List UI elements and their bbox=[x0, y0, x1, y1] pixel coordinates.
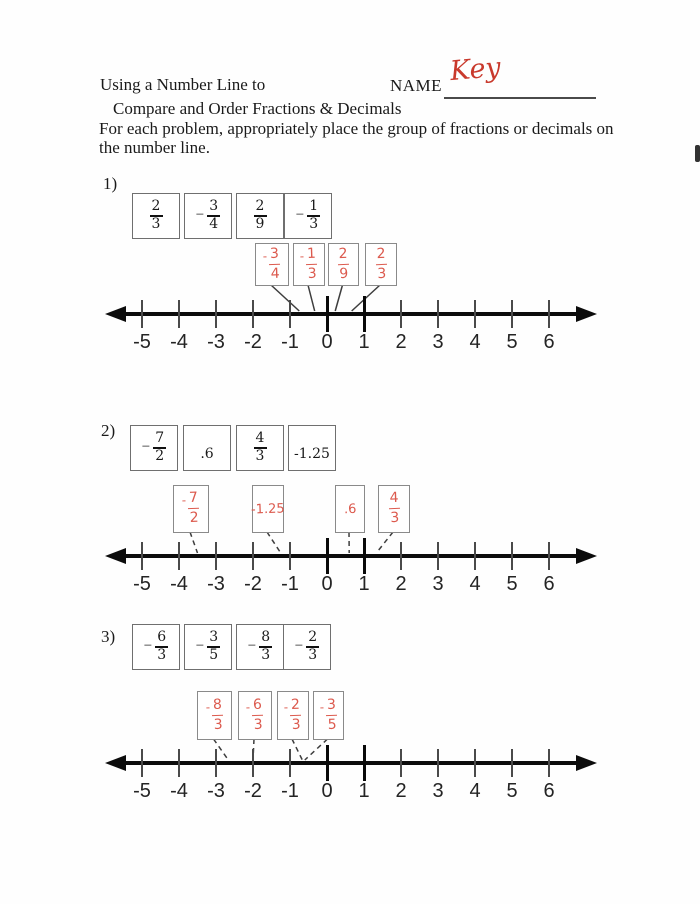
tick-label: 1 bbox=[358, 573, 370, 595]
fraction-stack bbox=[153, 431, 166, 465]
connector-line bbox=[292, 739, 302, 760]
tick-label: 5 bbox=[506, 780, 518, 802]
fraction-stack bbox=[388, 490, 400, 528]
tick-label: -3 bbox=[207, 780, 225, 802]
printed-fraction bbox=[142, 431, 166, 465]
tick-label: 0 bbox=[321, 331, 333, 353]
printed-fraction bbox=[144, 630, 168, 664]
minus-sign: − bbox=[295, 206, 305, 223]
tick-mark bbox=[289, 749, 291, 777]
tick-label: 5 bbox=[506, 573, 518, 595]
numerator: 1 bbox=[307, 245, 317, 262]
tick-mark bbox=[400, 542, 402, 570]
answer-card bbox=[173, 485, 209, 533]
tick-label: 5 bbox=[506, 331, 518, 353]
answer-card bbox=[313, 691, 344, 740]
numerator: 2 bbox=[151, 198, 161, 215]
connector-line bbox=[376, 532, 393, 553]
tick-mark bbox=[141, 749, 143, 777]
tick-label: 2 bbox=[395, 331, 407, 353]
numerator: 8 bbox=[212, 696, 223, 713]
right-arrow-icon bbox=[576, 306, 597, 322]
tick-label: 4 bbox=[469, 573, 481, 595]
tick-label: -2 bbox=[244, 573, 262, 595]
fraction-stack bbox=[337, 246, 349, 284]
numerator: 4 bbox=[388, 490, 399, 507]
tick-mark bbox=[363, 538, 366, 574]
numerator: 7 bbox=[155, 430, 165, 447]
tick-label: 0 bbox=[321, 573, 333, 595]
fraction-stack bbox=[254, 199, 267, 233]
handwritten-fraction bbox=[337, 246, 349, 284]
tick-mark bbox=[289, 300, 291, 328]
tick-mark bbox=[252, 300, 254, 328]
problem-number-label: 2) bbox=[101, 421, 116, 440]
tick-mark bbox=[437, 542, 439, 570]
tick-mark bbox=[215, 542, 217, 570]
tick-mark bbox=[363, 296, 366, 332]
instructions-line2: the number line. bbox=[99, 138, 210, 157]
handwritten-fraction bbox=[246, 697, 265, 735]
printed-fraction bbox=[150, 199, 163, 233]
numerator: 6 bbox=[157, 629, 167, 646]
tick-mark bbox=[548, 749, 550, 777]
right-arrow-icon bbox=[576, 548, 597, 564]
connector-line bbox=[271, 285, 299, 311]
answer-card bbox=[335, 485, 365, 533]
fraction-bar bbox=[326, 714, 337, 716]
left-arrow-icon bbox=[105, 306, 126, 322]
answer-card bbox=[378, 485, 410, 533]
tick-label: -3 bbox=[207, 331, 225, 353]
problem-number-label: 1) bbox=[103, 174, 118, 193]
name-underline bbox=[444, 97, 596, 99]
connector-line bbox=[352, 285, 380, 311]
tick-mark bbox=[437, 749, 439, 777]
tick-label: -4 bbox=[170, 573, 188, 595]
problem-number-label: 3) bbox=[101, 627, 116, 646]
tick-label: 3 bbox=[432, 780, 444, 802]
tick-label: -5 bbox=[133, 573, 151, 595]
handwritten-fraction bbox=[284, 697, 303, 735]
tick-label: -4 bbox=[170, 331, 188, 353]
tick-mark bbox=[437, 300, 439, 328]
denominator: 4 bbox=[270, 266, 281, 283]
tick-mark bbox=[141, 300, 143, 328]
tick-label: 0 bbox=[321, 780, 333, 802]
minus-sign: - bbox=[181, 493, 187, 508]
printed-fraction bbox=[196, 630, 220, 664]
tick-mark bbox=[548, 542, 550, 570]
printed-fraction bbox=[296, 199, 320, 233]
fraction-stack bbox=[259, 630, 272, 664]
fraction-bar bbox=[212, 714, 223, 716]
denominator: 3 bbox=[389, 510, 400, 527]
denominator: 5 bbox=[209, 647, 219, 664]
minus-sign: - bbox=[299, 249, 305, 264]
tick-mark bbox=[363, 745, 366, 781]
handwritten-fraction bbox=[319, 697, 338, 735]
tick-label: -1 bbox=[281, 573, 299, 595]
given-value-card bbox=[130, 425, 178, 471]
fraction-bar bbox=[307, 263, 318, 265]
tick-mark bbox=[474, 749, 476, 777]
fraction-stack bbox=[207, 199, 220, 233]
denominator: 3 bbox=[309, 216, 319, 233]
given-value-card bbox=[184, 624, 232, 670]
given-value-card bbox=[183, 425, 231, 471]
answer-card bbox=[252, 485, 284, 533]
fraction-stack bbox=[326, 697, 338, 735]
tick-label: -2 bbox=[244, 780, 262, 802]
fraction-stack bbox=[212, 697, 224, 735]
numerator: 4 bbox=[255, 430, 265, 447]
given-value-card bbox=[236, 425, 284, 471]
connector-line bbox=[305, 739, 328, 760]
name-label: NAME bbox=[390, 76, 443, 95]
connector-line bbox=[308, 285, 315, 311]
connector-line bbox=[335, 285, 342, 311]
minus-sign: − bbox=[195, 206, 205, 223]
minus-sign: − bbox=[294, 637, 304, 654]
tick-mark bbox=[178, 542, 180, 570]
denominator: 2 bbox=[189, 510, 200, 527]
numerator: 2 bbox=[375, 245, 386, 263]
tick-label: 4 bbox=[469, 331, 481, 353]
minus-sign: - bbox=[245, 700, 251, 715]
denominator: 3 bbox=[157, 647, 167, 664]
tick-mark bbox=[326, 296, 329, 332]
given-value-card bbox=[284, 193, 332, 239]
tick-mark bbox=[474, 542, 476, 570]
answer-card bbox=[293, 243, 325, 286]
given-value-card bbox=[132, 624, 180, 670]
tick-label: -5 bbox=[133, 331, 151, 353]
printed-fraction bbox=[295, 630, 319, 664]
numerator: 7 bbox=[189, 490, 199, 507]
handwritten-fraction bbox=[300, 246, 319, 284]
tick-label: -1 bbox=[281, 331, 299, 353]
printed-fraction bbox=[254, 431, 267, 465]
handwritten-fraction bbox=[263, 246, 282, 284]
fraction-bar bbox=[253, 714, 264, 716]
denominator: 3 bbox=[307, 266, 318, 283]
tick-mark bbox=[326, 745, 329, 781]
fraction-stack bbox=[306, 630, 319, 664]
tick-label: 1 bbox=[358, 331, 370, 353]
numerator: 3 bbox=[270, 245, 280, 262]
tick-mark bbox=[141, 542, 143, 570]
connector-line bbox=[267, 532, 281, 553]
numerator: 2 bbox=[255, 198, 265, 215]
tick-label: -5 bbox=[133, 780, 151, 802]
numerator: 1 bbox=[309, 198, 319, 215]
handwritten-fraction bbox=[182, 490, 201, 528]
numerator: 2 bbox=[291, 696, 301, 713]
denominator: 3 bbox=[213, 717, 223, 734]
minus-sign: - bbox=[262, 249, 268, 264]
numerator: 2 bbox=[308, 629, 318, 646]
tick-label: -1 bbox=[281, 780, 299, 802]
denominator: 3 bbox=[255, 448, 265, 465]
tick-label: 2 bbox=[395, 573, 407, 595]
denominator: 4 bbox=[209, 216, 219, 233]
given-value-card bbox=[283, 624, 331, 670]
fraction-stack bbox=[290, 697, 302, 735]
tick-label: 3 bbox=[432, 331, 444, 353]
tick-mark bbox=[511, 542, 513, 570]
minus-sign: - bbox=[283, 700, 289, 715]
printed-decimal: -1.25 bbox=[294, 446, 330, 462]
printed-fraction bbox=[196, 199, 220, 233]
tick-mark bbox=[400, 749, 402, 777]
tick-mark bbox=[548, 300, 550, 328]
denominator: 3 bbox=[291, 717, 302, 734]
tick-label: 3 bbox=[432, 573, 444, 595]
denominator: 3 bbox=[376, 266, 387, 283]
handwritten-decimal: .6 bbox=[343, 501, 357, 517]
fraction-stack bbox=[254, 431, 267, 465]
tick-label: 6 bbox=[543, 331, 555, 353]
handwritten-fraction bbox=[205, 697, 224, 735]
denominator: 9 bbox=[255, 216, 265, 233]
fraction-stack bbox=[375, 246, 387, 284]
answer-card bbox=[255, 243, 289, 286]
handwritten-fraction bbox=[375, 246, 387, 284]
worksheet-title-line2: Compare and Order Fractions & Decimals bbox=[113, 99, 402, 118]
tick-label: -4 bbox=[170, 780, 188, 802]
tick-mark bbox=[289, 542, 291, 570]
minus-sign: - bbox=[205, 700, 211, 715]
connector-line bbox=[190, 532, 198, 553]
given-value-card bbox=[236, 193, 284, 239]
tick-mark bbox=[511, 300, 513, 328]
fraction-bar bbox=[270, 263, 281, 265]
tick-mark bbox=[474, 300, 476, 328]
tick-label: 4 bbox=[469, 780, 481, 802]
tick-mark bbox=[252, 749, 254, 777]
right-arrow-icon bbox=[576, 755, 597, 771]
fraction-stack bbox=[150, 199, 163, 233]
fraction-bar bbox=[375, 264, 386, 266]
printed-decimal: .6 bbox=[200, 446, 214, 462]
denominator: 9 bbox=[339, 266, 349, 283]
given-value-card bbox=[132, 193, 180, 239]
denominator: 3 bbox=[151, 216, 161, 233]
minus-sign: - bbox=[319, 700, 325, 715]
answer-card bbox=[365, 243, 397, 286]
tick-label: 6 bbox=[543, 780, 555, 802]
handwritten-fraction bbox=[388, 490, 400, 528]
tick-label: 6 bbox=[543, 573, 555, 595]
numerator: 3 bbox=[326, 696, 337, 713]
fraction-stack bbox=[252, 697, 264, 735]
fraction-stack bbox=[188, 490, 200, 528]
numerator: 6 bbox=[253, 696, 263, 713]
tick-mark bbox=[178, 749, 180, 777]
instructions-line1: For each problem, appropriately place the group of fractions or decimals on bbox=[99, 119, 614, 138]
fraction-stack bbox=[269, 246, 281, 284]
minus-sign: − bbox=[141, 438, 151, 455]
tick-label: -3 bbox=[207, 573, 225, 595]
given-value-card bbox=[236, 624, 284, 670]
tick-label: -2 bbox=[244, 331, 262, 353]
fraction-stack bbox=[155, 630, 168, 664]
denominator: 5 bbox=[327, 717, 337, 734]
tick-mark bbox=[326, 538, 329, 574]
tick-mark bbox=[215, 749, 217, 777]
denominator: 3 bbox=[253, 717, 264, 734]
name-handwritten-value: Key bbox=[448, 51, 502, 88]
left-arrow-icon bbox=[105, 548, 126, 564]
worksheet-title-line1: Using a Number Line to bbox=[100, 75, 266, 94]
answer-card bbox=[238, 691, 272, 740]
handwritten-decimal: -1.25 bbox=[250, 500, 286, 518]
tick-label: 1 bbox=[358, 780, 370, 802]
numerator: 3 bbox=[209, 629, 219, 646]
tick-mark bbox=[215, 300, 217, 328]
tick-label: 2 bbox=[395, 780, 407, 802]
minus-sign: − bbox=[247, 637, 257, 654]
fraction-bar bbox=[291, 714, 302, 716]
tick-mark bbox=[252, 542, 254, 570]
scan-artifact bbox=[695, 145, 700, 162]
minus-sign: − bbox=[143, 637, 153, 654]
numerator: 2 bbox=[338, 245, 348, 263]
given-value-card bbox=[184, 193, 232, 239]
denominator: 3 bbox=[308, 647, 318, 664]
fraction-bar bbox=[338, 264, 349, 266]
answer-card bbox=[328, 243, 359, 286]
printed-fraction bbox=[254, 199, 267, 233]
left-arrow-icon bbox=[105, 755, 126, 771]
tick-mark bbox=[511, 749, 513, 777]
answer-card bbox=[277, 691, 309, 740]
tick-mark bbox=[400, 300, 402, 328]
tick-mark bbox=[178, 300, 180, 328]
fraction-stack bbox=[307, 199, 320, 233]
printed-fraction bbox=[248, 630, 272, 664]
minus-sign: − bbox=[195, 637, 205, 654]
denominator: 3 bbox=[261, 647, 271, 664]
fraction-stack bbox=[306, 246, 318, 284]
answer-card bbox=[197, 691, 232, 740]
numerator: 8 bbox=[261, 629, 271, 646]
denominator: 2 bbox=[155, 448, 165, 465]
numerator: 3 bbox=[209, 198, 219, 215]
given-value-card bbox=[288, 425, 336, 471]
fraction-stack bbox=[207, 630, 220, 664]
